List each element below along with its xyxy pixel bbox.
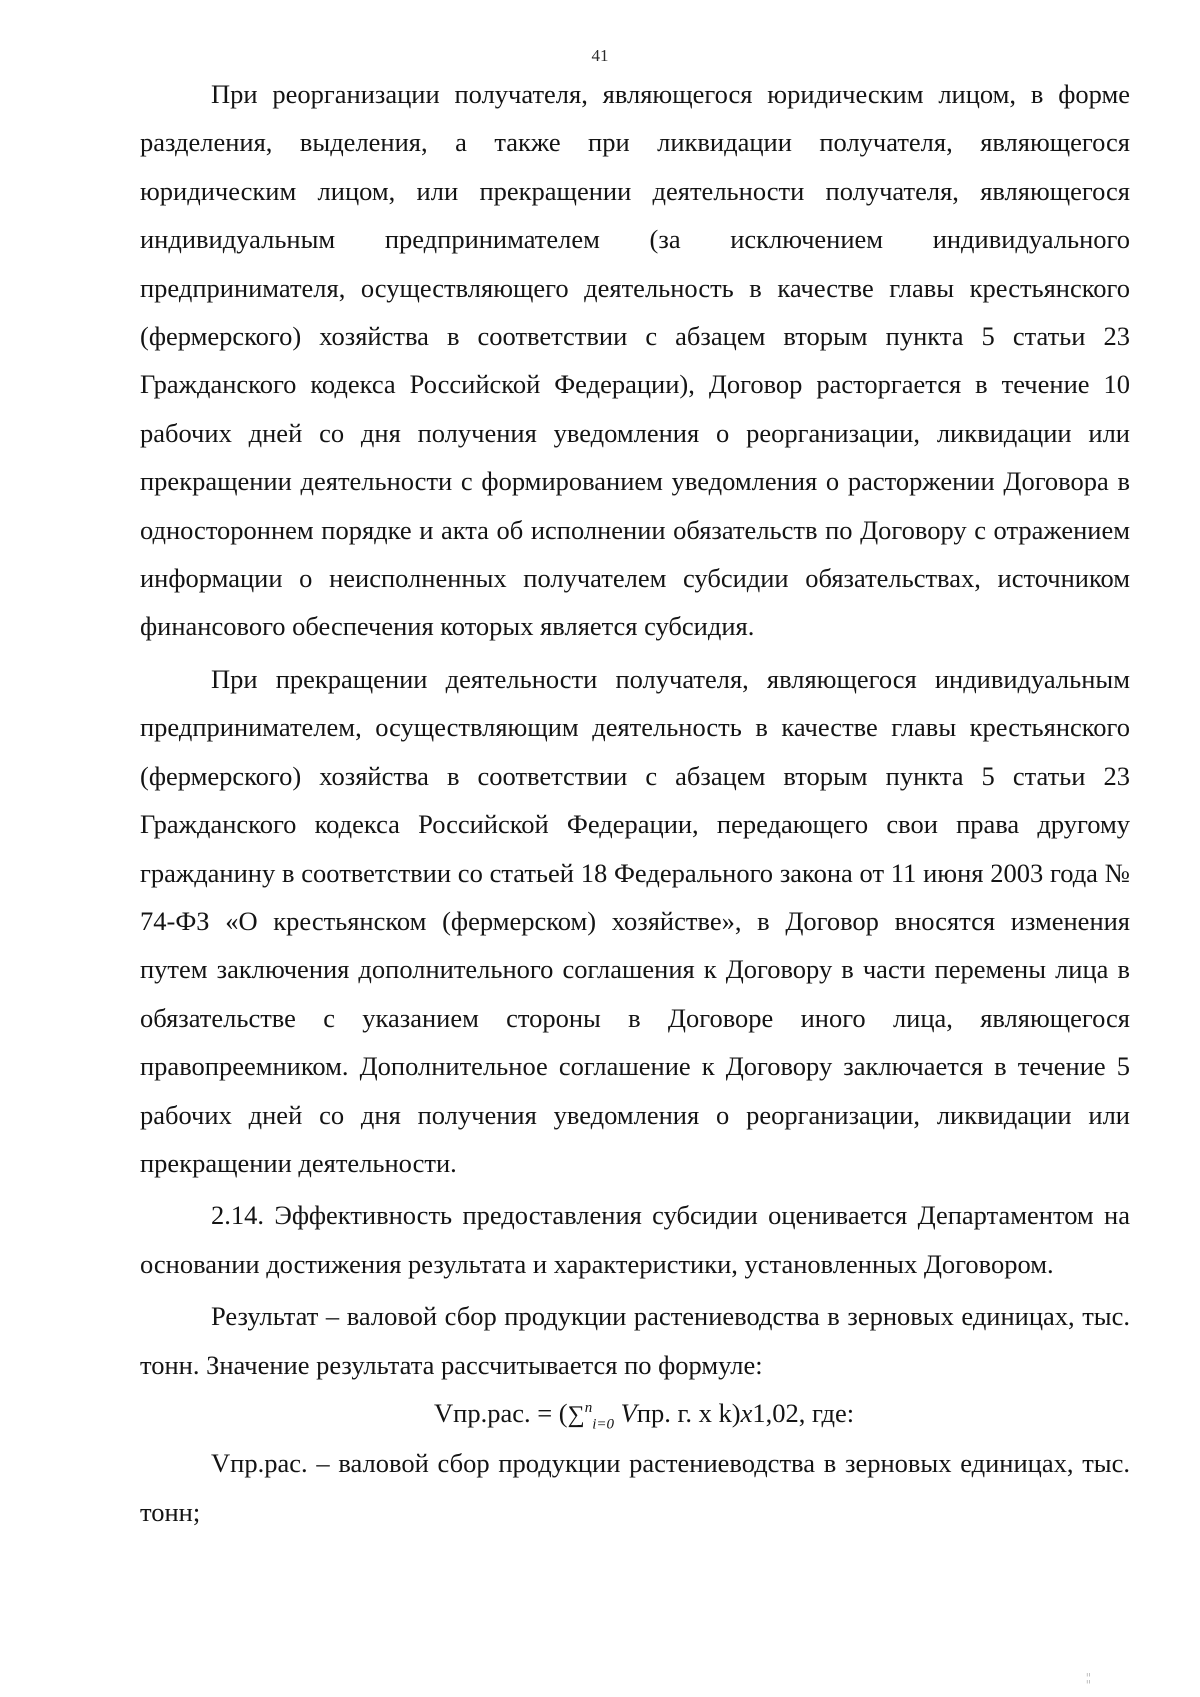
paragraph-result: Результат – валовой сбор продукции растениеводства в зерновых единицах, тыс. тонн. Значение результата рассчитывается по формуле: [140,1301,1130,1380]
formula-times: x [740,1397,753,1428]
formula-lhs: Vпр.рас. = ( [434,1397,568,1428]
scan-artifact-mark: ¦¦ [1086,1670,1091,1684]
formula-sum-symbol: ∑ [567,1401,585,1428]
formula-variable-v: V [614,1397,637,1428]
result-formula [140,1389,1130,1439]
formula-body: пр. г. х k) [636,1397,741,1428]
paragraph-effectiveness: 2.14. Эффективность предоставления субсидии оценивается Департаментом на основании достижения результата и характеристики, установленных Договором. [140,1200,1130,1279]
formula-tail: 1,02, где: [752,1397,855,1428]
paragraph-reorganization: При реорганизации получателя, являющегося юридическим лицом, в форме разделения, выделения, а также при ликвидации получателя, являющегося юридическим лицом, или прекращении деятельности получателя, являющегося индивидуальным предпринимателем (за исключением индивидуального предпринимателя, осуществляющего деятельность в качестве главы крестьянского (фермерского) хозяйства в соответствии с абзацем вторым пункта 5 статьи 23 Гражданского кодекса Российской Федерации), Договор расторгается в течение 10 рабочих дней со дня получения уведомления о реорганизации, ликвидации или прекращении деятельности с формированием уведомления о расторжении Договора в одностороннем порядке и акта об исполнении обязательств по Договору с отражением информации о неисполненных получателем субсидии обязательствах, источником финансового обеспечения которых является субсидия. [140,79,1130,642]
formula-sum-upper: n [584,1400,593,1417]
paragraph-definition: Vпр.рас. – валовой сбор продукции растениеводства в зерновых единицах, тыс. тонн; [140,1448,1130,1527]
formula-sum-lower: i=0 [592,1416,615,1433]
document-body [140,70,1130,1536]
page-number: 41 [591,46,609,65]
paragraph-termination: При прекращении деятельности получателя, являющегося индивидуальным предпринимателем, осуществляющим деятельность в качестве главы крестьянского (фермерского) хозяйства в соответствии с абзацем вторым пункта 5 статьи 23 Гражданского кодекса Российской Федерации, передающего свои права другому гражданину в соответствии со статьей 18 Федерального закона от 11 июня 2003 года № 74-ФЗ «О крестьянском (фермерском) хозяйстве», в Договор вносятся изменения путем заключения дополнительного соглашения к Договору в части перемены лица в обязательстве с указанием стороны в Договоре иного лица, являющегося правопреемником. Дополнительное соглашение к Договору заключается в течение 5 рабочих дней со дня получения уведомления о реорганизации, ликвидации или прекращении деятельности. [140,663,1130,1178]
